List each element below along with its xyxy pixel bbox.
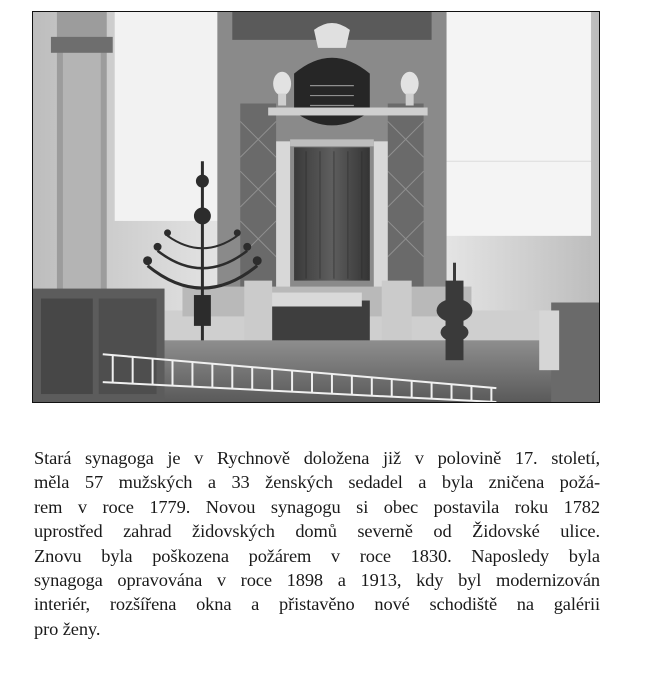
caption-line: Stará synagoga je v Rychnově doložena již v polovině 17. století, xyxy=(34,448,600,468)
photo-illustration xyxy=(33,12,599,402)
left-window xyxy=(115,12,233,221)
photo-caption xyxy=(34,446,600,641)
caption-line: rem v roce 1779. Novou synagogu si obec postavila roku 1782 xyxy=(34,496,600,517)
ark-curtain xyxy=(294,147,370,280)
torah-ark xyxy=(217,12,446,310)
caption-line: synagoga opravována v roce 1898 a 1913, kdy byl modernizován xyxy=(34,570,600,591)
caption-line: pro ženy. xyxy=(34,618,101,639)
caption-line: Znovu byla poškozena požárem v roce 1830. Naposledy byla xyxy=(34,545,600,566)
caption-line: uprostřed zahrad židovských domů severně od Židovské ulice. xyxy=(34,521,600,542)
right-window xyxy=(440,12,591,236)
synagogue-interior-photo xyxy=(32,11,600,403)
caption-line: měla 57 mužských a 33 ženských sedadel a byla zničena požá- xyxy=(34,472,600,493)
caption-line: interiér, rozšířena okna a přistavěno nové schodiště na galérii xyxy=(34,594,600,615)
